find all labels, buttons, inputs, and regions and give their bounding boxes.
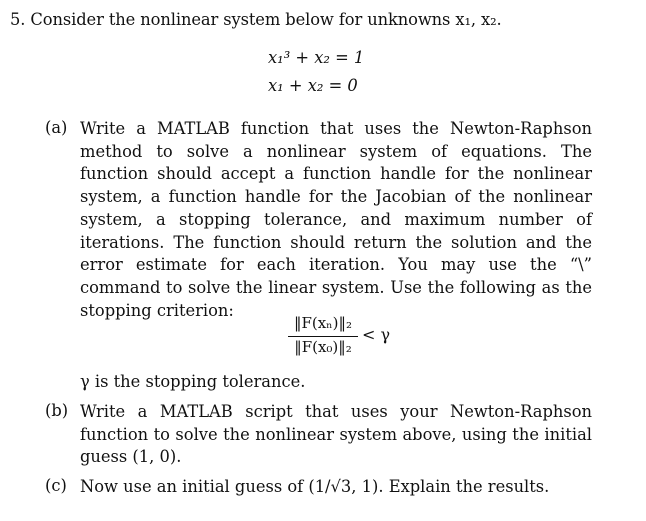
part-a-text: Write a MATLAB function that uses the Newton-Raphson method to solve a nonlinear system of equations. The function should accept a function handle for the nonlinear system, a function handle for the Jacobian of the nonlinear system, a stopping tolerance, and maximum number of iterations. The function should return the solution and the error estimate for each iteration. You may use the “\” command to solve the linear system. Use the following as the stopping criterion:: [80, 119, 592, 320]
equation-2: x₁ + x₂ = 0: [268, 76, 358, 95]
equation-1: x₁³ + x₂ = 1: [268, 48, 365, 67]
criterion-denominator: ‖F(x₀)‖₂: [294, 338, 352, 356]
part-a-label: (a): [45, 118, 68, 137]
criterion-relation: < γ: [362, 325, 391, 344]
problem-intro: 5. Consider the nonlinear system below for unknowns x₁, x₂.: [10, 10, 502, 29]
criterion-numerator: ‖F(xₙ)‖₂: [293, 314, 353, 332]
part-b-label: (b): [45, 401, 69, 420]
part-c-label: (c): [45, 476, 67, 495]
part-c-text: Now use an initial guess of (1/√3, 1). Explain the results.: [80, 477, 550, 496]
stopping-criterion: [288, 312, 398, 362]
fraction-bar: [288, 336, 358, 337]
tolerance-note: γ is the stopping tolerance.: [80, 372, 306, 391]
part-b-text: Write a MATLAB script that uses your Newton-Raphson function to solve the nonlinear system above, using the initial guess (1, 0).: [80, 402, 592, 467]
